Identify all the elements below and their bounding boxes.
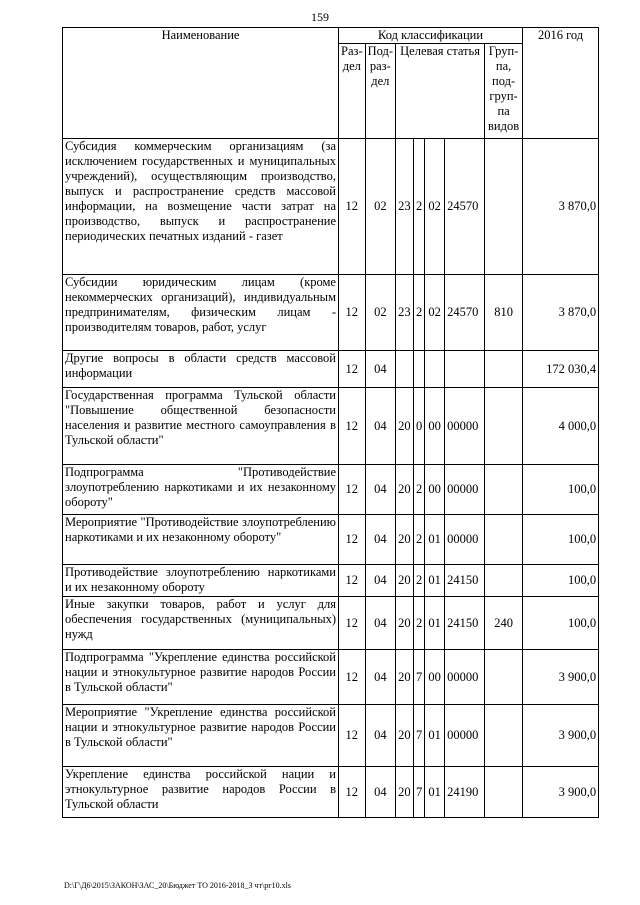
row-section: 12 (339, 705, 366, 767)
row-target-program: 20 (396, 597, 414, 650)
row-section: 12 (339, 565, 366, 597)
row-subsection: 04 (365, 515, 395, 565)
row-expense-type (485, 767, 523, 818)
row-amount: 100,0 (523, 465, 599, 515)
row-subsection: 04 (365, 565, 395, 597)
table-row (63, 275, 599, 351)
table-row (63, 515, 599, 565)
row-target-direction: 00000 (445, 388, 485, 465)
table-body (63, 139, 599, 818)
row-amount: 3 900,0 (523, 650, 599, 705)
row-amount: 3 900,0 (523, 767, 599, 818)
row-target-program: 20 (396, 767, 414, 818)
row-target-subprogram: 2 (414, 515, 425, 565)
table-row (63, 139, 599, 275)
row-target-event: 01 (425, 767, 445, 818)
row-name: Другие вопросы в области средств массовой информации (63, 351, 339, 388)
row-target-event: 00 (425, 388, 445, 465)
row-target-direction: 00000 (445, 465, 485, 515)
row-target-event: 01 (425, 597, 445, 650)
header-subsection: Под- раз- дел (365, 44, 395, 139)
row-expense-type (485, 515, 523, 565)
row-section: 12 (339, 650, 366, 705)
row-subsection: 04 (365, 705, 395, 767)
row-target-direction: 24190 (445, 767, 485, 818)
row-target-event (425, 351, 445, 388)
row-target-subprogram: 7 (414, 767, 425, 818)
row-subsection: 04 (365, 388, 395, 465)
row-subsection: 02 (365, 275, 395, 351)
row-expense-type (485, 388, 523, 465)
row-expense-type: 240 (485, 597, 523, 650)
row-target-direction: 00000 (445, 515, 485, 565)
row-target-direction: 24570 (445, 139, 485, 275)
row-target-subprogram: 2 (414, 275, 425, 351)
row-target-subprogram (414, 351, 425, 388)
row-amount: 3 870,0 (523, 275, 599, 351)
page-number: 159 (311, 10, 329, 24)
row-target-program: 20 (396, 515, 414, 565)
row-amount: 3 900,0 (523, 705, 599, 767)
row-name: Государственная программа Тульской области "Повышение общественной безопасности населения и развитие местного самоуправления в Тульской области" (63, 388, 339, 465)
header-name: Наименование (63, 28, 339, 139)
row-target-direction: 00000 (445, 705, 485, 767)
row-subsection: 04 (365, 351, 395, 388)
table-row (63, 388, 599, 465)
row-amount: 172 030,4 (523, 351, 599, 388)
header-year: 2016 год (523, 28, 599, 139)
row-name: Противодействие злоупотреблению наркотиками и их незаконному обороту (63, 565, 339, 597)
row-target-subprogram: 2 (414, 465, 425, 515)
table-row (63, 597, 599, 650)
row-target-event: 01 (425, 565, 445, 597)
row-name: Субсидии юридическим лицам (кроме некоммерческих организаций), индивидуальным предпринимателям, физическим лицам - производителям товаров, работ, услуг (63, 275, 339, 351)
row-expense-type: 810 (485, 275, 523, 351)
row-target-program: 20 (396, 388, 414, 465)
row-expense-type (485, 139, 523, 275)
table-row (63, 650, 599, 705)
row-target-event: 00 (425, 650, 445, 705)
row-target-event: 01 (425, 515, 445, 565)
row-section: 12 (339, 139, 366, 275)
row-section: 12 (339, 351, 366, 388)
header-section: Раз- дел (339, 44, 366, 139)
row-target-direction: 24570 (445, 275, 485, 351)
row-name: Укрепление единства российской нации и этнокультурное развитие народов России в Тульской области (63, 767, 339, 818)
row-expense-type (485, 565, 523, 597)
row-target-direction: 24150 (445, 565, 485, 597)
row-target-subprogram: 7 (414, 650, 425, 705)
row-amount: 3 870,0 (523, 139, 599, 275)
row-subsection: 02 (365, 139, 395, 275)
row-target-subprogram: 7 (414, 705, 425, 767)
table-row (63, 767, 599, 818)
row-target-program: 20 (396, 650, 414, 705)
row-name: Иные закупки товаров, работ и услуг для обеспечения государственных (муниципальных) нужд (63, 597, 339, 650)
row-name: Субсидия коммерческим организациям (за исключением государственных и муниципальных учреждений), осуществляющим производство, выпуск и распространение средств массовой информации, на возмещение части затрат на производство, выпуск и распространение периодических печатных изданий - газет (63, 139, 339, 275)
row-amount: 100,0 (523, 597, 599, 650)
row-target-subprogram: 0 (414, 388, 425, 465)
row-subsection: 04 (365, 597, 395, 650)
row-target-program: 20 (396, 705, 414, 767)
budget-table (62, 27, 599, 818)
row-target-direction: 24150 (445, 597, 485, 650)
row-target-event: 00 (425, 465, 445, 515)
table-row (63, 705, 599, 767)
row-target-subprogram: 2 (414, 597, 425, 650)
row-section: 12 (339, 515, 366, 565)
table-row (63, 565, 599, 597)
row-section: 12 (339, 597, 366, 650)
row-expense-type (485, 351, 523, 388)
file-path-footer: D:\Г\Д6\2015\ЗАКОН\ЗАС_20\Бюджет ТО 2016-2018_3 чт\рг10.xls (64, 881, 291, 890)
row-subsection: 04 (365, 465, 395, 515)
row-target-subprogram: 2 (414, 565, 425, 597)
row-subsection: 04 (365, 650, 395, 705)
table-row (63, 351, 599, 388)
row-section: 12 (339, 465, 366, 515)
row-section: 12 (339, 767, 366, 818)
header-target: Целевая статья (396, 44, 485, 139)
row-amount: 4 000,0 (523, 388, 599, 465)
row-expense-type (485, 465, 523, 515)
row-target-direction: 00000 (445, 650, 485, 705)
header-group: Груп- па, под- груп- па видов (485, 44, 523, 139)
row-target-program: 23 (396, 275, 414, 351)
row-target-program: 20 (396, 465, 414, 515)
row-target-program (396, 351, 414, 388)
row-target-event: 01 (425, 705, 445, 767)
row-name: Мероприятие "Укрепление единства российской нации и этнокультурное развитие народов России в Тульской области" (63, 705, 339, 767)
row-target-program: 23 (396, 139, 414, 275)
row-section: 12 (339, 275, 366, 351)
header-classification: Код классификации (339, 28, 523, 44)
table-row (63, 465, 599, 515)
row-expense-type (485, 705, 523, 767)
row-name: Подпрограмма "Укрепление единства российской нации и этнокультурное развитие народов России в Тульской области" (63, 650, 339, 705)
row-expense-type (485, 650, 523, 705)
row-subsection: 04 (365, 767, 395, 818)
row-name: Мероприятие "Противодействие злоупотреблению наркотиками и их незаконному обороту" (63, 515, 339, 565)
row-section: 12 (339, 388, 366, 465)
row-target-direction (445, 351, 485, 388)
row-target-program: 20 (396, 565, 414, 597)
row-name: Подпрограмма "Противодействие злоупотреблению наркотиками и их незаконному обороту" (63, 465, 339, 515)
row-amount: 100,0 (523, 565, 599, 597)
row-target-event: 02 (425, 139, 445, 275)
row-amount: 100,0 (523, 515, 599, 565)
row-target-subprogram: 2 (414, 139, 425, 275)
row-target-event: 02 (425, 275, 445, 351)
